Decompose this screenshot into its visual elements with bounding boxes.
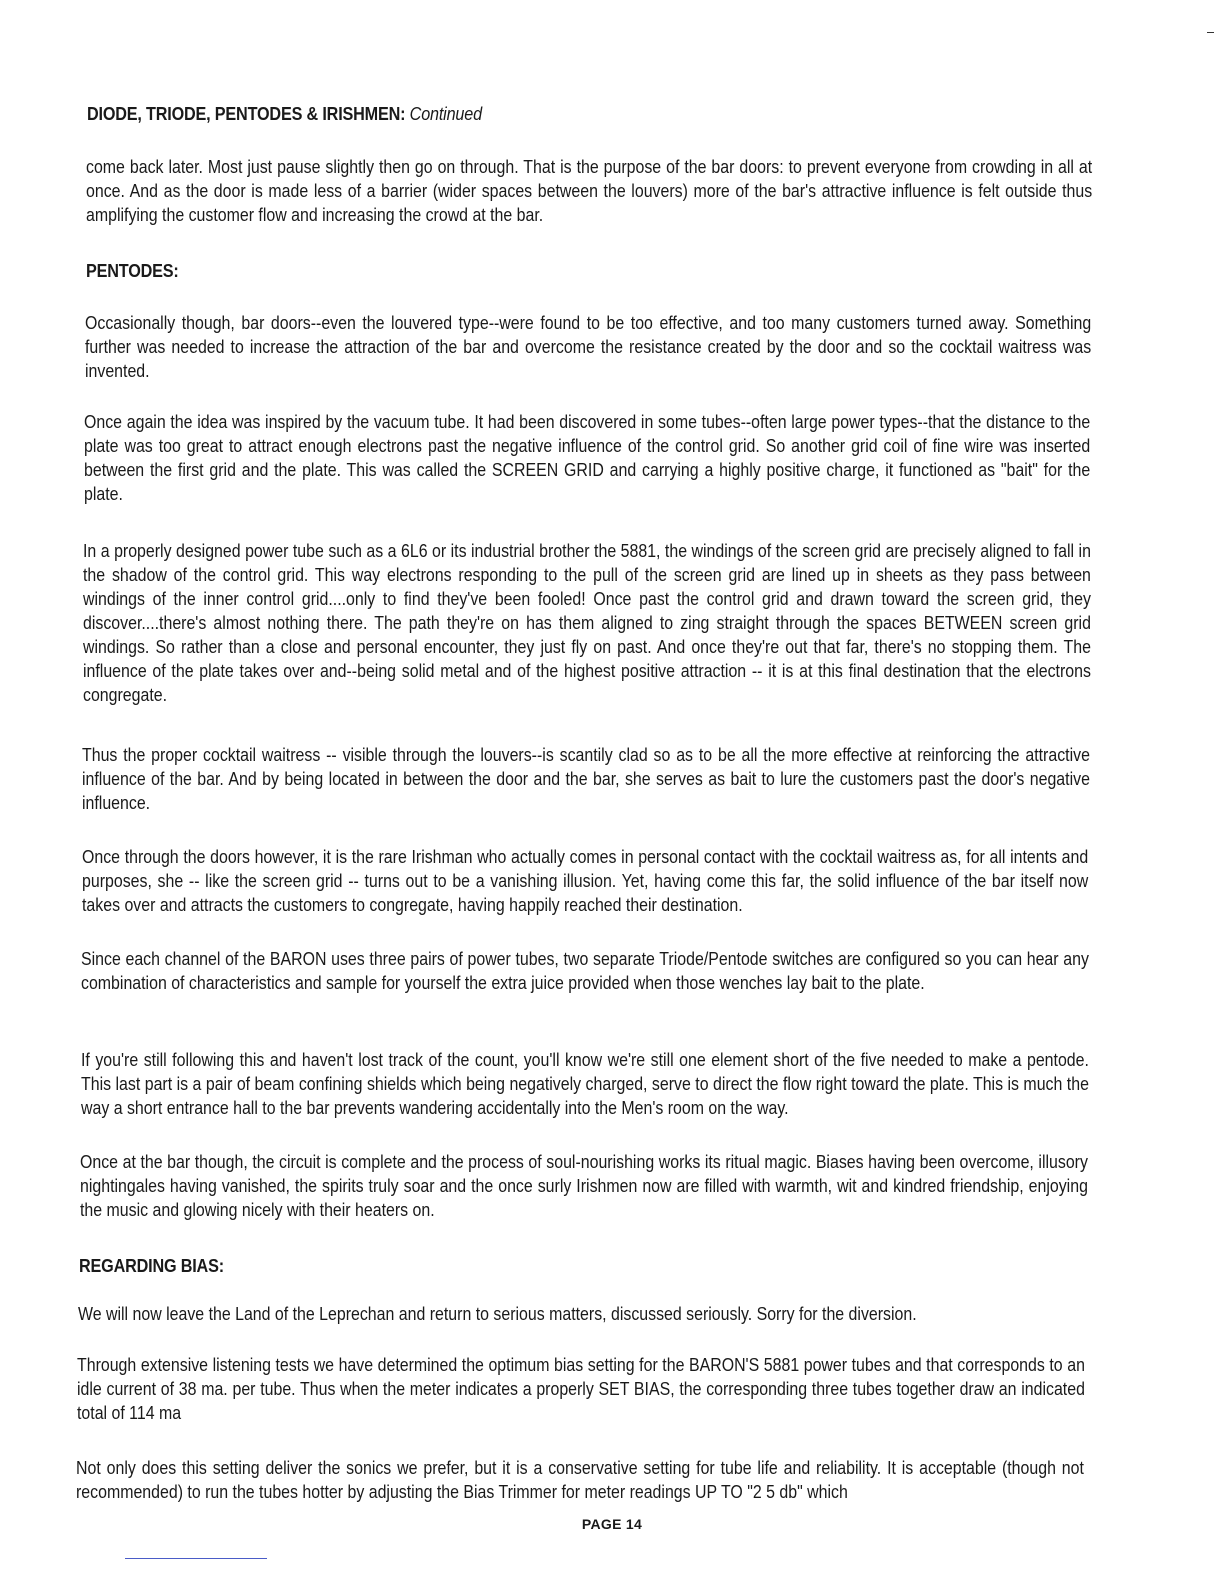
section-heading-bias: REGARDING BIAS: xyxy=(79,1256,224,1276)
paragraph-bias-3: Not only does this setting deliver the sonics we prefer, but it is a conservative setting for tube life and reliability. It is acceptable (though not recommended) to run the tubes hotter by adjusting the Bias Trimmer for meter readings UP TO "2 5 db" which xyxy=(76,1457,1084,1502)
page-number: PAGE 14 xyxy=(581,1516,643,1532)
corner-mark xyxy=(1207,32,1214,33)
paragraph-bias-1: We will now leave the Land of the Leprechan and return to serious matters, discussed seriously. Sorry for the diversion. xyxy=(78,1303,917,1324)
paragraph-pentodes-3: In a properly designed power tube such as a 6L6 or its industrial brother the 5881, the windings of the screen grid are precisely aligned to fall in the shadow of the control grid. This way electrons responding to the pull of the screen grid are lined up in sheets as they pass between windings of the inner control grid....only to find they've been fooled! Once past the control grid and drawn toward the screen grid, they discover....there's almost nothing there. The path they're on has them aligned to zing straight through the spaces BETWEEN screen grid windings. So rather than a close and personal encounter, they just fly on past. And once they're out that far, there's no stopping them. The influence of the plate takes over and--being solid metal and of the highest positive attraction -- it is at this final destination that the electrons congregate. xyxy=(83,540,1091,705)
paragraph-intro: come back later. Most just pause slightly then go on through. That is the purpose of the bar doors: to prevent everyone from crowding in all at once. And as the door is made less of a barrier (wider spaces between the louvers) more of the bar's attractive influence is felt outside thus amplifying the customer flow and increasing the crowd at the bar. xyxy=(86,156,1093,225)
paragraph-pentodes-7: If you're still following this and haven't lost track of the count, you'll know we're still one element short of the five needed to make a pentode. This last part is a pair of beam confining shields which being negatively charged, serve to direct the flow right toward the plate. This is much the way a short entrance hall to the bar prevents wandering accidentally into the Men's room on the way. xyxy=(81,1049,1089,1118)
bottom-rule xyxy=(125,1558,267,1559)
paragraph-pentodes-6: Since each channel of the BARON uses three pairs of power tubes, two separate Triode/Pentode switches are configured so you can hear any combination of characteristics and sample for yourself the extra juice provided when those wenches lay bait to the plate. xyxy=(81,948,1089,993)
paragraph-pentodes-2: Once again the idea was inspired by the vacuum tube. It had been discovered in some tubes--often large power types--that the distance to the plate was too great to attract enough electrons past the negative influence of the control grid. So another grid coil of fine wire was inserted between the first grid and the plate. This was called the SCREEN GRID and carrying a highly positive charge, it functioned as "bait" for the plate. xyxy=(84,411,1091,504)
paragraph-pentodes-8: Once at the bar though, the circuit is complete and the process of soul-nourishing works its ritual magic. Biases having been overcome, illusory nightingales having vanished, the spirits truly soar and the once surly Irishmen now are filled with warmth, wit and kindred friendship, enjoying the music and glowing nicely with their heaters on. xyxy=(80,1151,1088,1220)
paragraph-bias-2: Through extensive listening tests we have determined the optimum bias setting for the BARON'S 5881 power tubes and that corresponds to an idle current of 38 ma. per tube. Thus when the meter indicates a properly SET BIAS, the corresponding three tubes together draw an indicated total of 114 ma xyxy=(77,1354,1085,1423)
section-heading-pentodes: PENTODES: xyxy=(86,261,179,281)
heading-main-title: DIODE, TRIODE, PENTODES & IRISHMEN: xyxy=(87,104,406,124)
section-heading-main xyxy=(87,104,482,125)
paragraph-pentodes-4: Thus the proper cocktail waitress -- visible through the louvers--is scantily clad so as to be all the more effective at reinforcing the attractive influence of the bar. And by being located in between the door and the bar, she serves as bait to lure the customers past the door's negative influence. xyxy=(82,744,1090,813)
heading-main-continued: Continued xyxy=(409,104,482,124)
paragraph-pentodes-5: Once through the doors however, it is the rare Irishman who actually comes in personal contact with the cocktail waitress as, for all intents and purposes, she -- like the screen grid -- turns out to be a vanishing illusion. Yet, having come this far, the solid influence of the bar itself now takes over and attracts the customers to congregate, having happily reached their destination. xyxy=(82,846,1089,915)
paragraph-pentodes-1: Occasionally though, bar doors--even the louvered type--were found to be too effective, and too many customers turned away. Something further was needed to increase the attraction of the bar and overcome the resistance created by the door and so the cocktail waitress was invented. xyxy=(85,312,1092,381)
